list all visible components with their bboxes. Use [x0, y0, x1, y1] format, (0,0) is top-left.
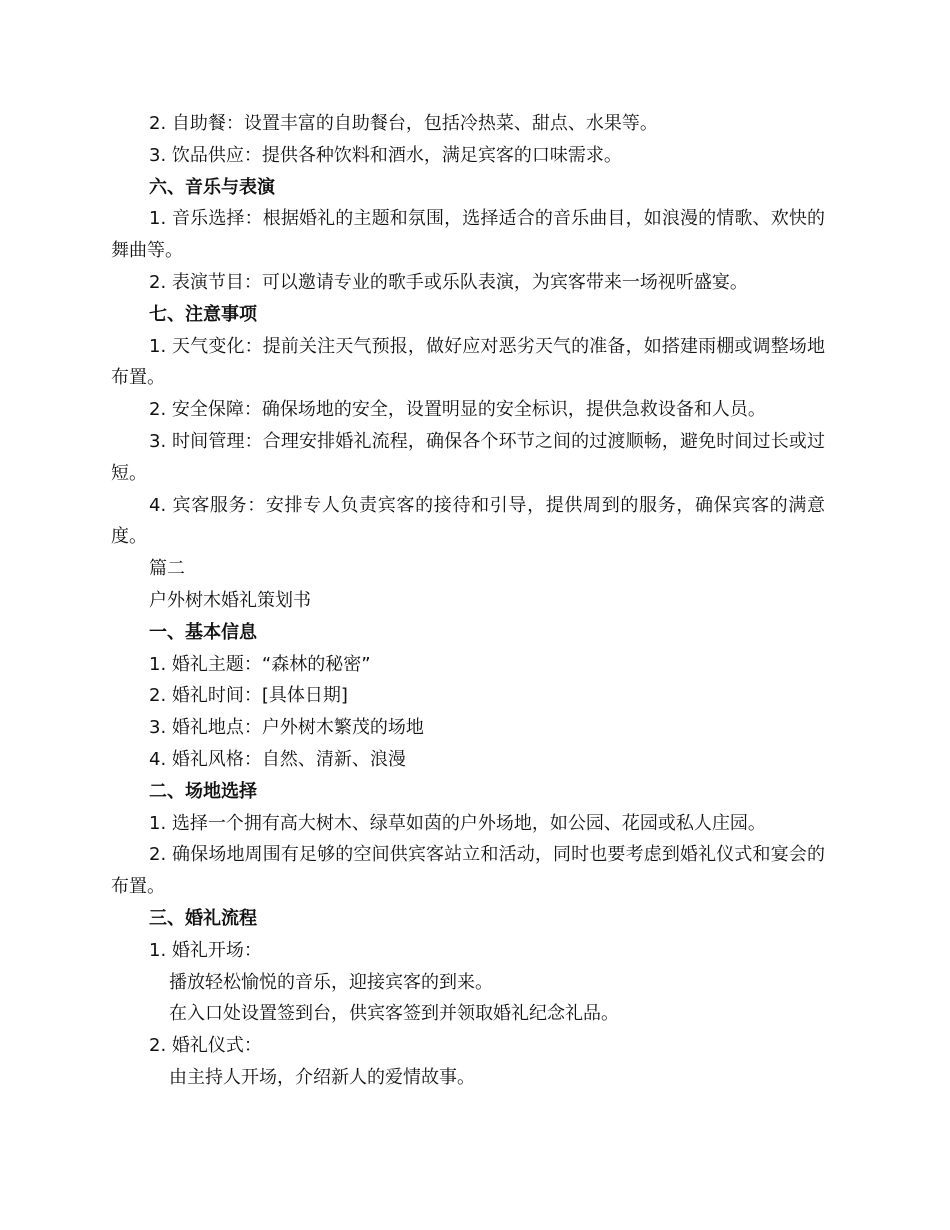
- sub-paragraph: 由主持人开场，介绍新人的爱情故事。: [169, 1066, 475, 1088]
- part-label: 篇二: [149, 558, 185, 580]
- paragraph: 2. 自助餐：设置丰富的自助餐台，包括冷热菜、甜点、水果等。: [149, 113, 658, 134]
- paragraph: 2. 确保场地周围有足够的空间供宾客站立和活动，同时也要考虑到婚礼仪式和宴会的布置。: [111, 844, 825, 898]
- sub-paragraph: 在入口处设置签到台，供宾客签到并领取婚礼纪念礼品。: [169, 1003, 619, 1025]
- document-title: 户外树木婚礼策划书: [149, 589, 311, 611]
- paragraph: 2. 婚礼时间：[具体日期]: [149, 685, 348, 707]
- paragraph: 1. 天气变化：提前关注天气预报，做好应对恶劣天气的准备，如搭建雨棚或调整场地布置。: [111, 335, 825, 389]
- section-heading: 六、音乐与表演: [149, 176, 275, 198]
- paragraph: 1. 音乐选择：根据婚礼的主题和氛围，选择适合的音乐曲目，如浪漫的情歌、欢快的舞曲等。: [111, 208, 825, 262]
- paragraph: 2. 表演节目：可以邀请专业的歌手或乐队表演，为宾客带来一场视听盛宴。: [149, 271, 748, 293]
- document-body: [111, 108, 825, 1094]
- paragraph: 1. 选择一个拥有高大树木、绿草如茵的户外场地，如公园、花园或私人庄园。: [149, 812, 766, 834]
- section-heading: 三、婚礼流程: [149, 907, 257, 929]
- paragraph: 3. 婚礼地点：户外树木繁茂的场地: [149, 717, 424, 739]
- paragraph: 4. 婚礼风格：自然、清新、浪漫: [149, 748, 406, 770]
- paragraph: 3. 时间管理：合理安排婚礼流程，确保各个环节之间的过渡顺畅，避免时间过长或过短。: [111, 430, 825, 484]
- section-heading: 二、场地选择: [149, 780, 257, 802]
- paragraph: 2. 婚礼仪式：: [149, 1035, 262, 1057]
- paragraph: 2. 安全保障：确保场地的安全，设置明显的安全标识，提供急救设备和人员。: [149, 399, 766, 421]
- paragraph: 1. 婚礼主题：“森林的秘密”: [149, 653, 371, 675]
- paragraph: 1. 婚礼开场：: [149, 939, 262, 961]
- sub-paragraph: 播放轻松愉悦的音乐，迎接宾客的到来。: [169, 971, 493, 993]
- paragraph: 3. 饮品供应：提供各种饮料和酒水，满足宾客的口味需求。: [149, 144, 622, 166]
- section-heading: 一、基本信息: [149, 621, 257, 643]
- section-heading: 七、注意事项: [149, 303, 257, 325]
- paragraph: 4. 宾客服务：安排专人负责宾客的接待和引导，提供周到的服务，确保宾客的满意度。: [111, 494, 825, 548]
